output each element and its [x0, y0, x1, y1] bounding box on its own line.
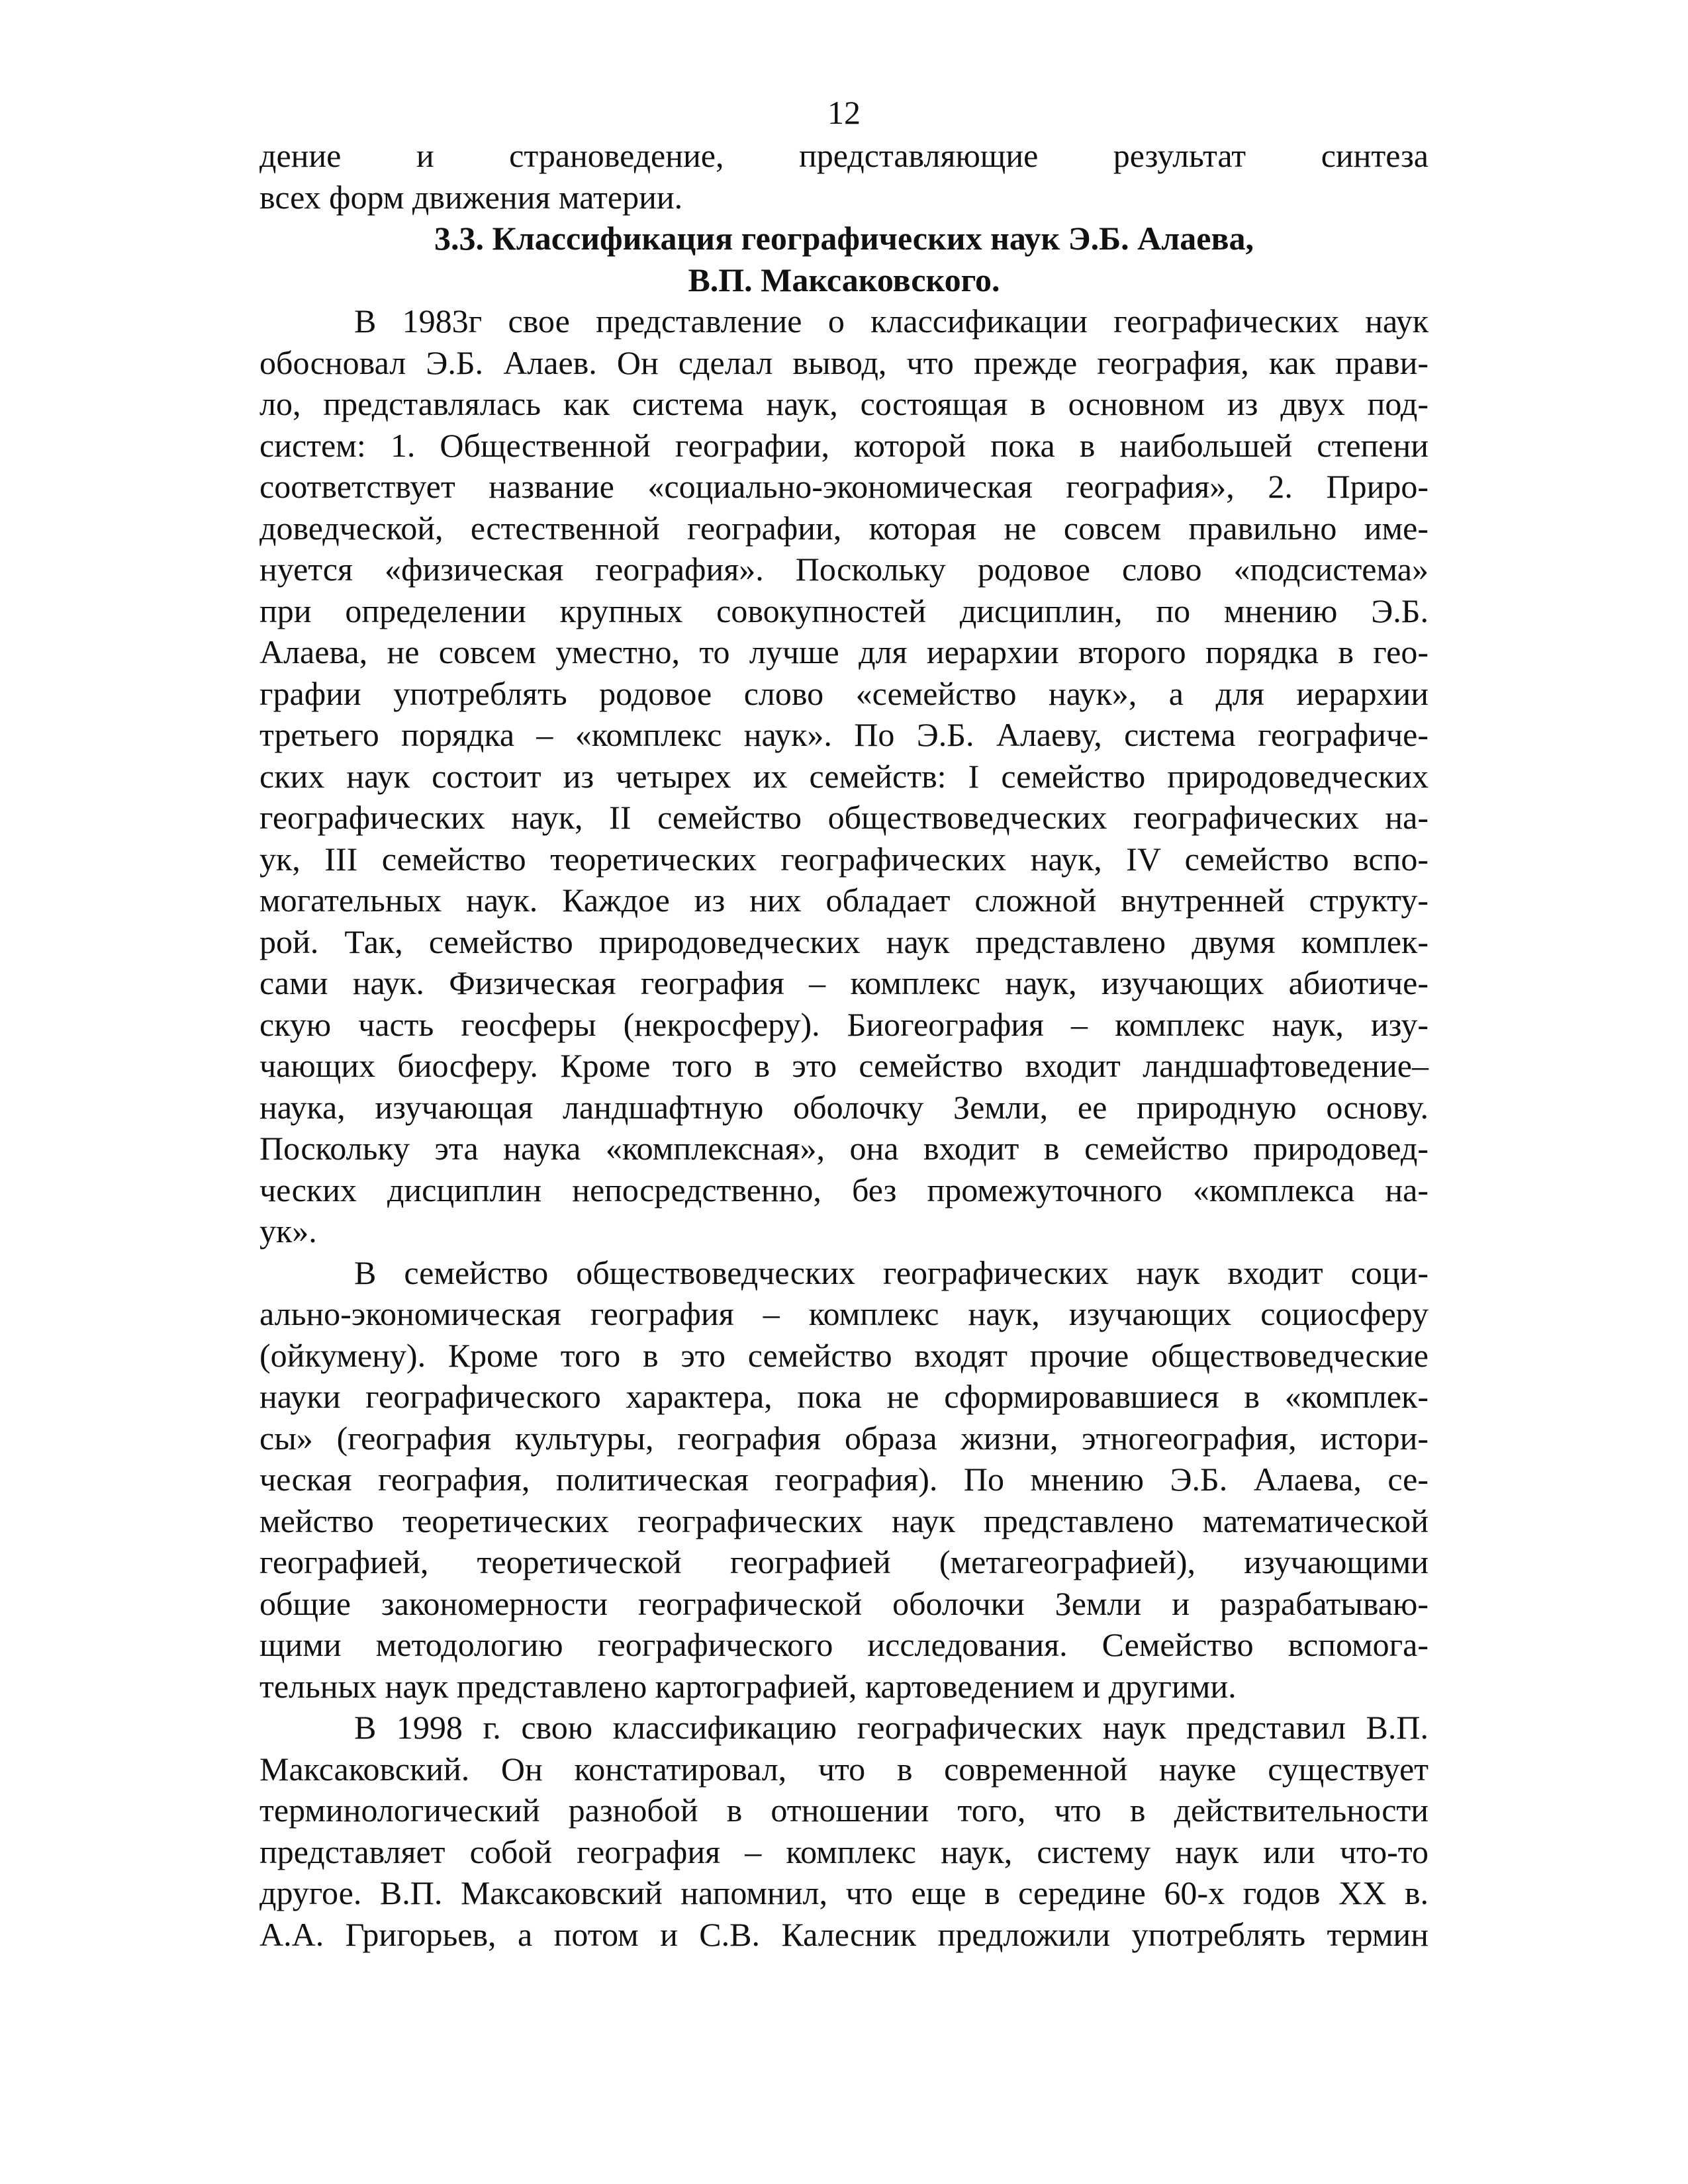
- text-line: Максаковский. Он констатировал, что в современной науке существует: [259, 1750, 1429, 1788]
- text-line: нуется «физическая география». Поскольку родовое слово «подсистема»: [259, 551, 1429, 588]
- text-line: ских наук состоит из четырех их семейств: I семейство природоведческих: [259, 757, 1429, 795]
- text-line: географией, теоретической географией (метагеографией), изучающими: [259, 1543, 1429, 1580]
- text-line: науки географического характера, пока не сформировавшиеся в «комплек-: [259, 1378, 1429, 1415]
- text-line: сы» (география культуры, география образа жизни, этногеография, истори-: [259, 1419, 1429, 1457]
- body-text: [259, 135, 1429, 1955]
- text-line: доведческой, естественной географии, которая не совсем правильно име-: [259, 509, 1429, 547]
- text-line: ально-экономическая география – комплекс наук, изучающих социосферу: [259, 1295, 1429, 1332]
- text-line: ческая география, политическая география). По мнению Э.Б. Алаева, се-: [259, 1461, 1429, 1498]
- text-line: мейство теоретических географических наук представлено математической: [259, 1502, 1429, 1539]
- text-line: графии употреблять родовое слово «семейство наук», а для иерархии: [259, 674, 1429, 712]
- text-line: представляет собой география – комплекс наук, систему наук или что-то: [259, 1833, 1429, 1870]
- text-line: В семейство обществоведческих географических наук входит соци-: [354, 1253, 1429, 1291]
- text-line: Поскольку эта наука «комплексная», она входит в семейство природовед-: [259, 1130, 1429, 1167]
- text-line: ук».: [259, 1212, 317, 1250]
- text-line: скую часть геосферы (некросферу). Биогеография – комплекс наук, изу-: [259, 1005, 1429, 1043]
- text-line: (ойкумену). Кроме того в это семейство входят прочие обществоведческие: [259, 1336, 1429, 1374]
- text-line: В 1998 г. свою классификацию географических наук представил В.П.: [354, 1709, 1429, 1746]
- text-line: В 1983г свое представление о классификации географических наук: [354, 302, 1429, 340]
- text-line: соответствует название «социально-экономическая география», 2. Приро-: [259, 468, 1429, 505]
- text-line: Алаева, не совсем уместно, то лучше для иерархии второго порядка в гео-: [259, 633, 1429, 670]
- text-line: тельных наук представлено картографией, картоведением и другими.: [259, 1667, 1237, 1705]
- text-line: географических наук, II семейство обществоведческих географических на-: [259, 799, 1429, 836]
- text-line: при определении крупных совокупностей дисциплин, по мнению Э.Б.: [259, 592, 1429, 629]
- text-line: систем: 1. Общественной географии, которой пока в наибольшей степени: [259, 426, 1429, 464]
- text-line: рой. Так, семейство природоведческих наук представлено двумя комплек-: [259, 923, 1429, 960]
- section-heading-line: В.П. Максаковского.: [688, 261, 1000, 298]
- text-line: чающих биосферу. Кроме того в это семейство входит ландшафтоведение–: [259, 1047, 1429, 1084]
- text-line: терминологический разнобой в отношении того, что в действительности: [259, 1792, 1429, 1829]
- text-line: ческих дисциплин непосредственно, без промежуточного «комплекса на-: [259, 1171, 1429, 1208]
- text-line: ук, III семейство теоретических географических наук, IV семейство вспо-: [259, 840, 1429, 878]
- text-line: сами наук. Физическая география – комплекс наук, изучающих абиотиче-: [259, 964, 1429, 1001]
- text-line: А.А. Григорьев, а потом и С.В. Калесник предложили употреблять термин: [259, 1915, 1429, 1953]
- text-line: третьего порядка – «комплекс наук». По Э.Б. Алаеву, система географиче-: [259, 716, 1429, 753]
- text-line: всех форм движения материи.: [259, 178, 683, 216]
- text-line: ло, представлялась как система наук, состоящая в основном из двух под-: [259, 385, 1429, 422]
- text-line: общие закономерности географической оболочки Земли и разрабатываю-: [259, 1584, 1429, 1622]
- text-line: другое. В.П. Максаковский напомнил, что еще в середине 60-х годов XX в.: [259, 1874, 1429, 1911]
- text-line: щими методологию географического исследования. Семейство вспомога-: [259, 1626, 1429, 1663]
- text-line: обосновал Э.Б. Алаев. Он сделал вывод, что прежде география, как прави-: [259, 343, 1429, 381]
- section-heading-line: 3.3. Классификация географических наук Э.Б. Алаева,: [434, 220, 1254, 257]
- text-line: могательных наук. Каждое из них обладает сложной внутренней структу-: [259, 882, 1429, 919]
- page-number: 12: [827, 94, 861, 131]
- text-line: дение и страноведение, представляющие результат синтеза: [259, 137, 1429, 174]
- text-line: наука, изучающая ландшафтную оболочку Земли, ее природную основу.: [259, 1088, 1429, 1126]
